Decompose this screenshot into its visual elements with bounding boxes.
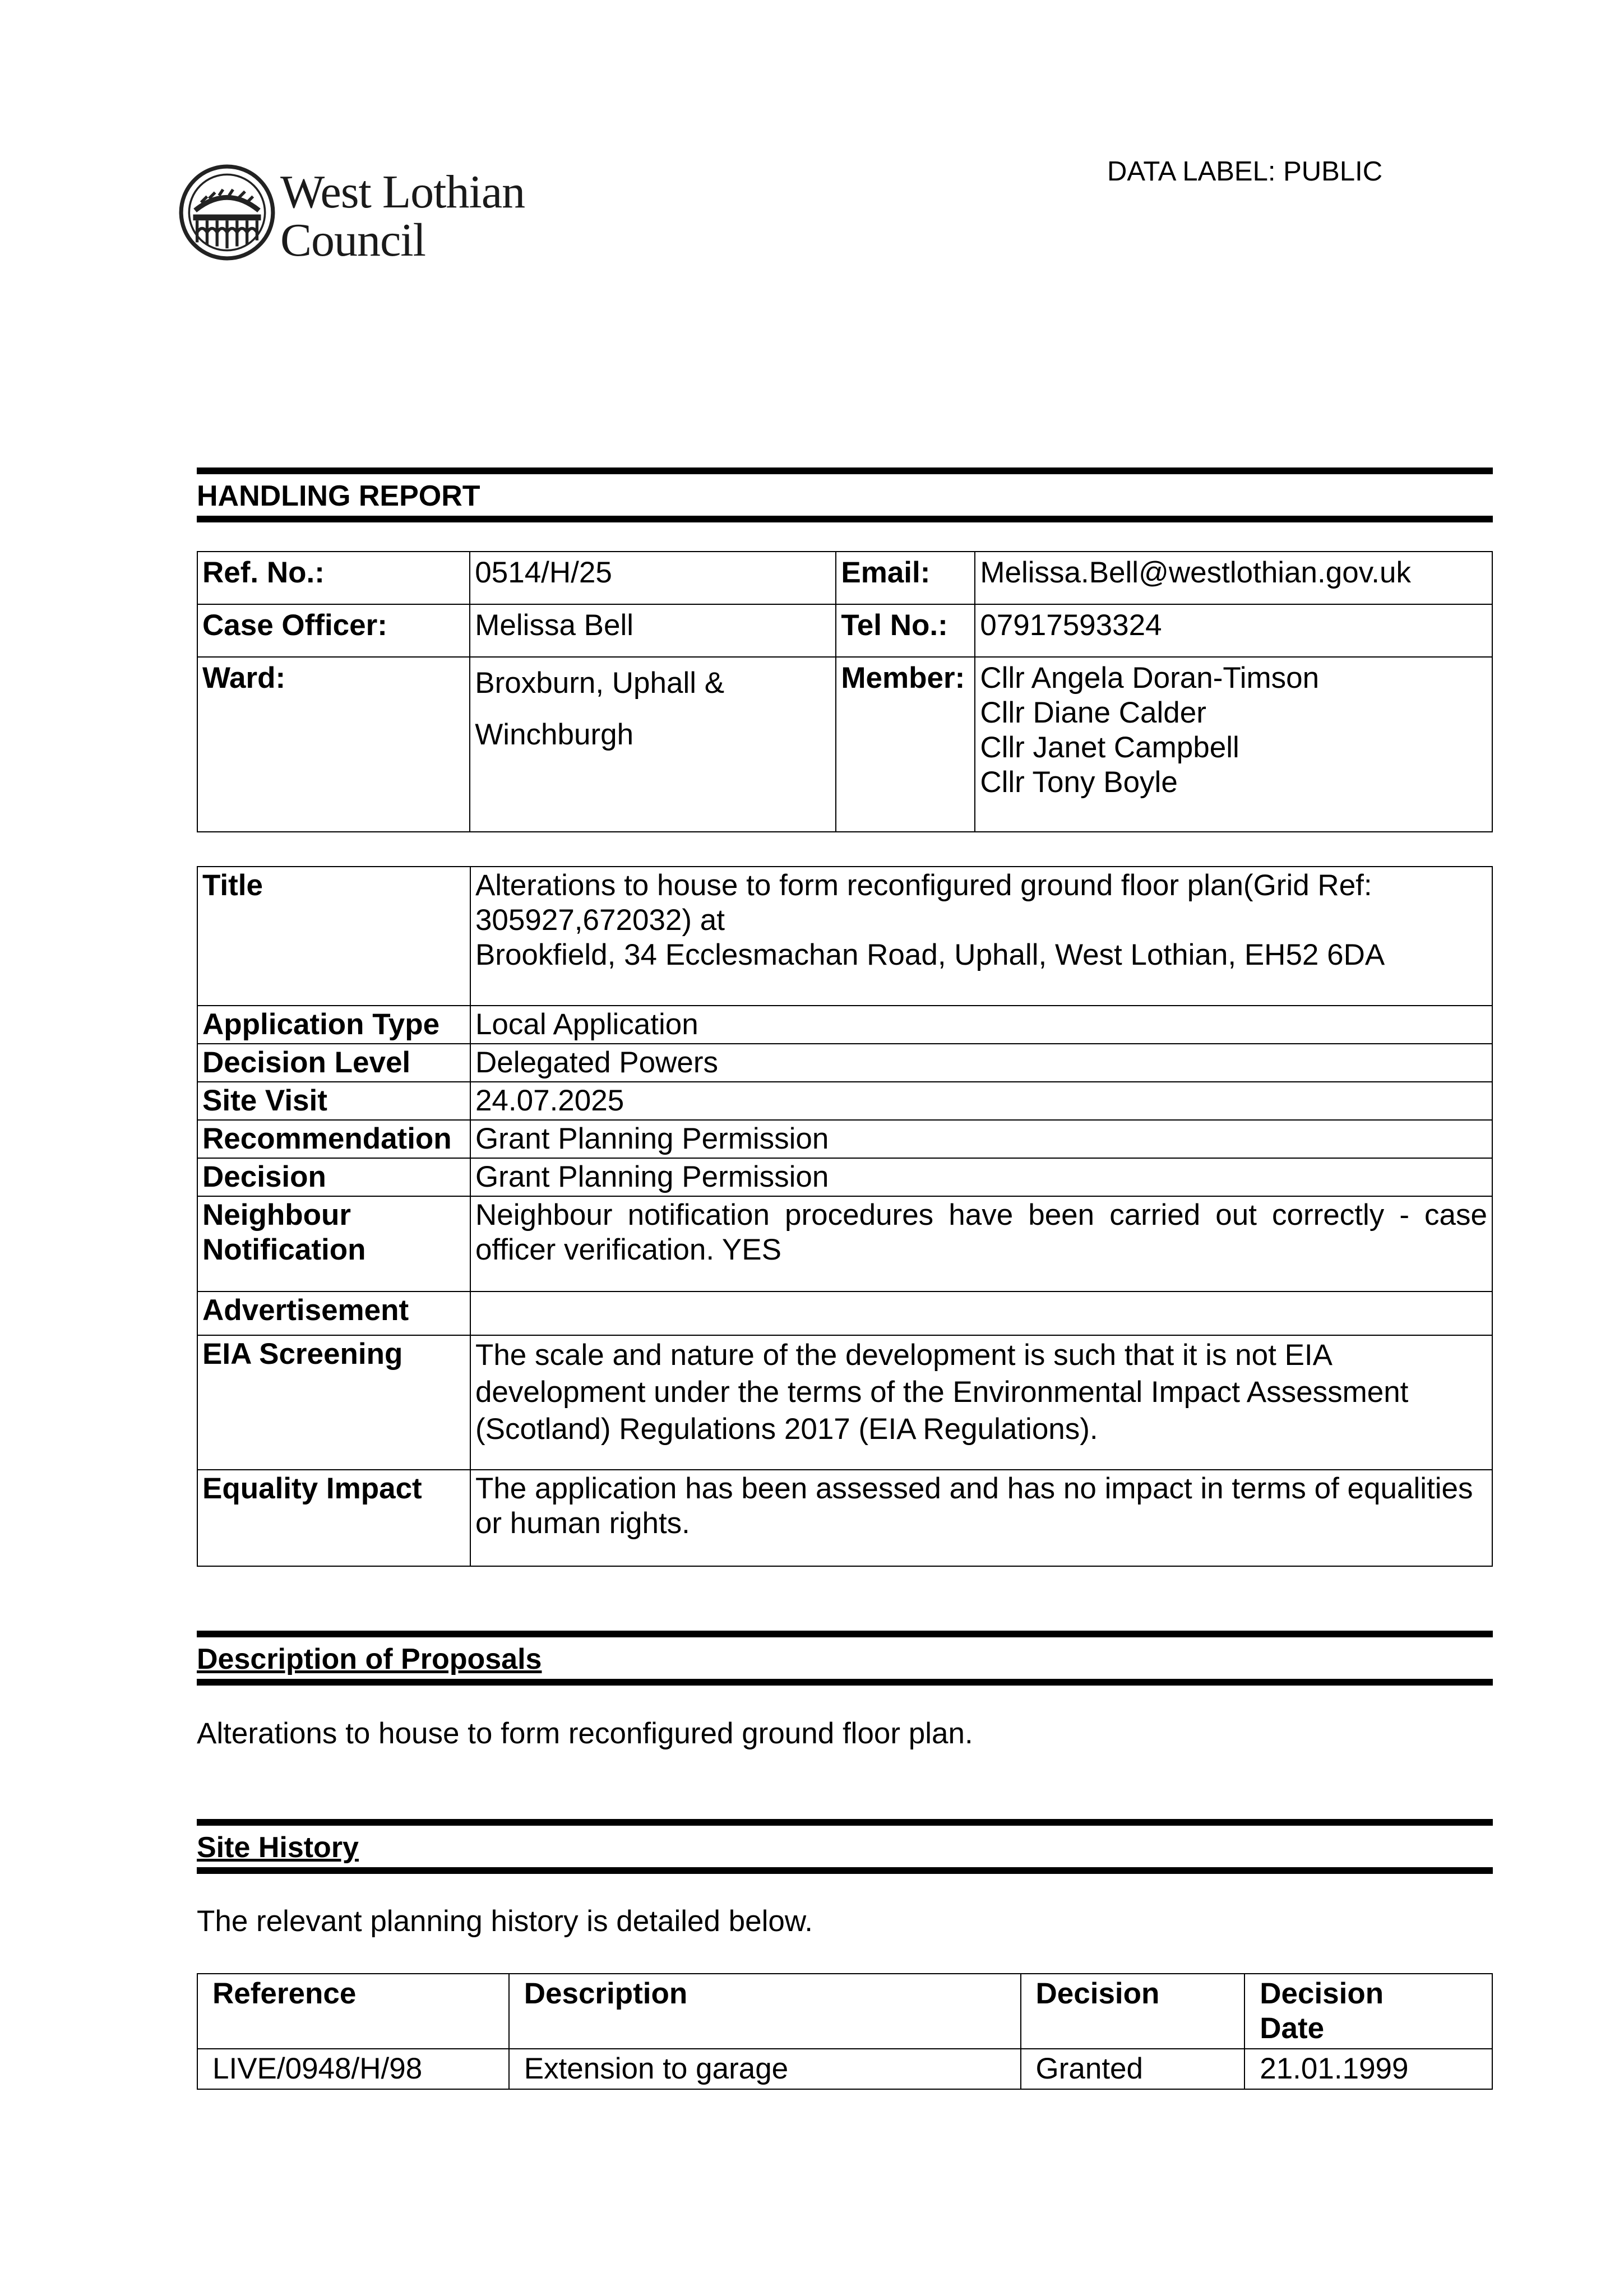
column-header: Description	[509, 1974, 1021, 2049]
table-row	[197, 1196, 1492, 1292]
table-row	[197, 1006, 1492, 1044]
title-value	[470, 867, 1492, 1006]
history-heading	[197, 1826, 1493, 1867]
report-title: HANDLING REPORT	[197, 480, 480, 512]
tel-label: Tel No.:	[836, 604, 975, 657]
member-list	[975, 657, 1492, 832]
proposals-header	[197, 1631, 1493, 1686]
site-history-table	[197, 1973, 1493, 2090]
member-item: Cllr Diane Calder	[980, 696, 1206, 729]
table-row	[197, 552, 1492, 604]
rule-top	[197, 467, 1493, 474]
rule-bottom	[197, 1679, 1493, 1686]
case-info-table	[197, 551, 1493, 832]
rule-top	[197, 1631, 1493, 1637]
equality-label: Equality Impact	[197, 1470, 470, 1566]
ward-value-line2: Winchburgh	[475, 718, 634, 751]
member-item: Cllr Tony Boyle	[980, 766, 1178, 799]
title-value-line2: 305927,672032) at	[475, 904, 725, 937]
member-item: Cllr Janet Campbell	[980, 731, 1239, 764]
column-header	[1244, 1974, 1492, 2049]
neighbour-label-line1: Neighbour	[202, 1198, 351, 1232]
data-label: DATA LABEL: PUBLIC	[1107, 156, 1383, 187]
ref-label: Ref. No.:	[197, 552, 470, 604]
equality-value: The application has been assessed and has no impact in terms of equalities or human rights.	[470, 1470, 1492, 1566]
table-row	[197, 657, 1492, 832]
decision-level-value: Delegated Powers	[470, 1044, 1492, 1082]
recommendation-label: Recommendation	[197, 1120, 470, 1158]
title-label: Title	[197, 867, 470, 1006]
proposals-heading-text: Description of Proposals	[197, 1643, 542, 1675]
eia-value: The scale and nature of the development is such that it is not EIA development under the terms of the Environmental Impact Assessment (Scotland) Regulations 2017 (EIA Regulations).	[470, 1335, 1492, 1470]
table-row	[197, 1158, 1492, 1196]
table-row	[197, 1082, 1492, 1120]
column-header: Reference	[197, 1974, 509, 2049]
ref-value: 0514/H/25	[470, 552, 836, 604]
proposals-heading	[197, 1637, 1493, 1679]
decision-label: Decision	[197, 1158, 470, 1196]
column-header: Decision	[1021, 1974, 1245, 2049]
neighbour-value: Neighbour notification procedures have been carried out correctly - case officer verification. YES	[470, 1196, 1492, 1292]
council-name-line2: Council	[280, 214, 425, 266]
advertisement-label: Advertisement	[197, 1292, 470, 1335]
email-label: Email:	[836, 552, 975, 604]
decision-value: Grant Planning Permission	[470, 1158, 1492, 1196]
neighbour-label-line2: Notification	[202, 1233, 366, 1266]
council-name-line1: West Lothian	[280, 166, 525, 218]
history-intro: The relevant planning history is detailed below.	[197, 1905, 813, 1938]
site-visit-value: 24.07.2025	[470, 1082, 1492, 1120]
member-label: Member:	[836, 657, 975, 832]
officer-value: Melissa Bell	[470, 604, 836, 657]
rule-top	[197, 1819, 1493, 1826]
table-row	[197, 1044, 1492, 1082]
table-row	[197, 867, 1492, 1006]
title-value-line1: Alterations to house to form reconfigured ground floor plan(Grid Ref:	[475, 869, 1372, 902]
site-visit-label: Site Visit	[197, 1082, 470, 1120]
history-decision-date: 21.01.1999	[1244, 2049, 1492, 2089]
tel-value: 07917593324	[975, 604, 1492, 657]
title-value-line3: Brookfield, 34 Ecclesmachan Road, Uphall, West Lothian, EH52 6DA	[475, 938, 1385, 971]
member-item: Cllr Angela Doran-Timson	[980, 661, 1320, 695]
rule-bottom	[197, 516, 1493, 522]
table-row	[197, 2049, 1492, 2089]
history-heading-text: Site History	[197, 1831, 359, 1864]
proposals-text: Alterations to house to form reconfigured ground floor plan.	[197, 1717, 973, 1750]
ward-value-line1: Broxburn, Uphall &	[475, 666, 725, 700]
decision-level-label: Decision Level	[197, 1044, 470, 1082]
history-decision: Granted	[1021, 2049, 1245, 2089]
table-row	[197, 1470, 1492, 1566]
history-description: Extension to garage	[509, 2049, 1021, 2089]
history-reference: LIVE/0948/H/98	[197, 2049, 509, 2089]
application-details-table	[197, 866, 1493, 1567]
council-emblem-icon	[177, 163, 277, 262]
eia-label: EIA Screening	[197, 1335, 470, 1470]
table-row	[197, 1120, 1492, 1158]
rule-bottom	[197, 1867, 1493, 1874]
table-row	[197, 604, 1492, 657]
table-row	[197, 1335, 1492, 1470]
table-row	[197, 1292, 1492, 1335]
council-logo	[177, 160, 558, 272]
handling-report-header	[197, 467, 1493, 522]
recommendation-value: Grant Planning Permission	[470, 1120, 1492, 1158]
neighbour-label	[197, 1196, 470, 1292]
officer-label: Case Officer:	[197, 604, 470, 657]
council-name	[280, 168, 525, 265]
column-header-text: Decision Date	[1260, 1977, 1384, 2045]
advertisement-value	[470, 1292, 1492, 1335]
application-type-value: Local Application	[470, 1006, 1492, 1044]
table-header-row	[197, 1974, 1492, 2049]
application-type-label: Application Type	[197, 1006, 470, 1044]
ward-value	[470, 657, 836, 832]
ward-label: Ward:	[197, 657, 470, 832]
email-value[interactable]: Melissa.Bell@westlothian.gov.uk	[975, 552, 1492, 604]
history-header	[197, 1819, 1493, 1874]
